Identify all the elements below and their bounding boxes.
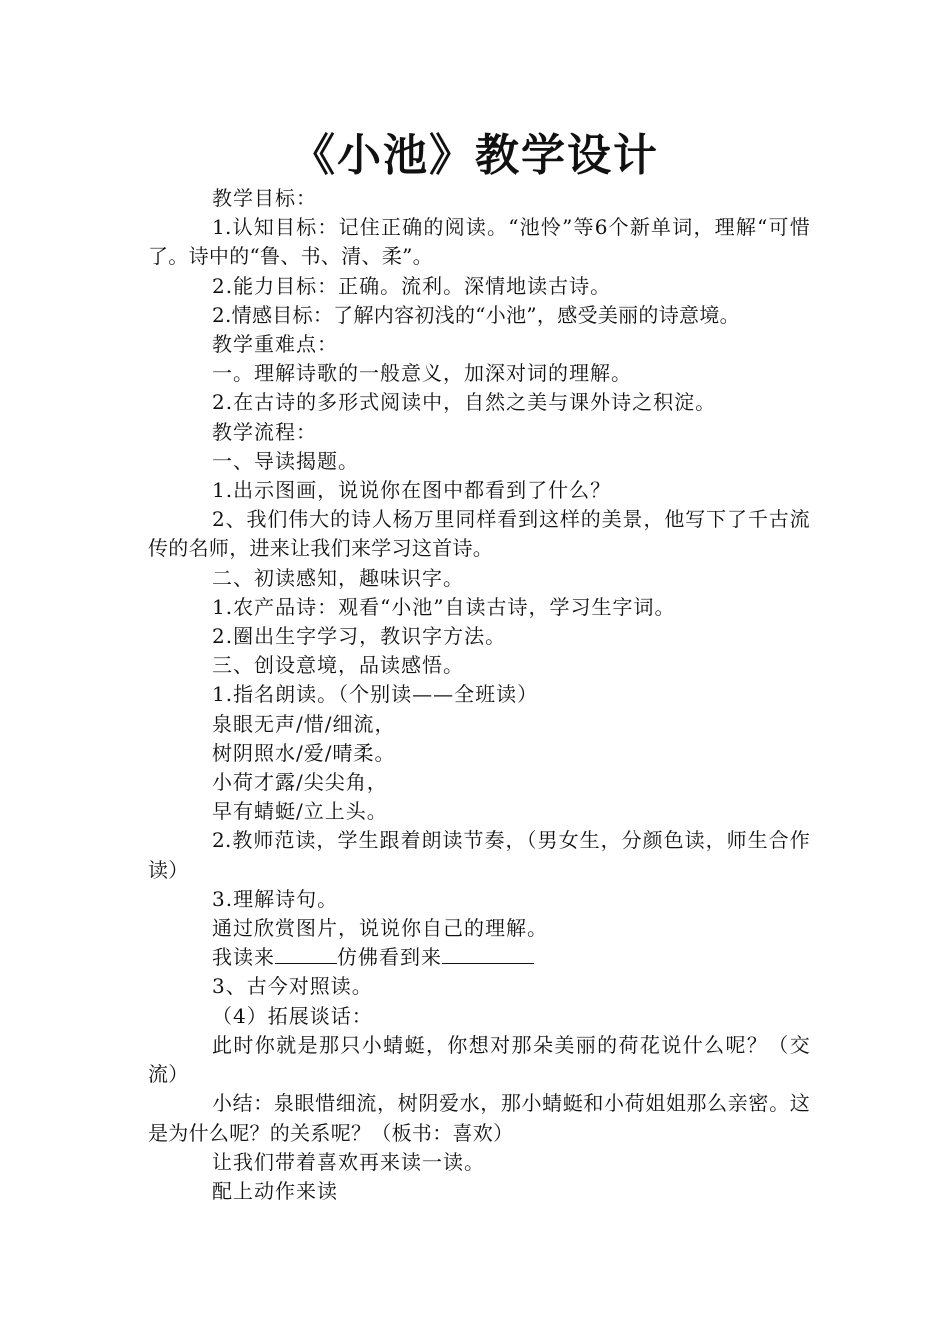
paragraph: 2.能力目标：正确。流利。深情地读古诗。 [212,273,612,298]
paragraph: 二、初读感知，趣味识字。 [212,565,464,590]
paragraph: 1.出示图画，说说你在图中都看到了什么？ [212,478,612,503]
blank-line [275,945,337,964]
paragraph: 3.理解诗句。 [212,886,339,911]
poem-line: 小荷才露/尖尖角， [212,770,388,795]
paragraph: 2、我们伟大的诗人杨万里同样看到这样的美景，他写下了千古流传的名师，进来让我们来学习这首诗。 [148,507,810,561]
paragraph: 三、创设意境，品读感悟。 [212,653,464,678]
paragraph: 小结：泉眼惜细流，树阴爱水，那小蜻蜓和小荷姐姐那么亲密。这是为什么呢？的关系呢？（板书：喜欢） [148,1091,810,1145]
paragraph: 教学目标： [212,186,317,210]
paragraph: 3、古今对照读。 [212,974,373,999]
paragraph: 通过欣赏图片，说说你自己的理解。 [212,916,548,941]
paragraph: 1.指名朗读。（个别读——全班读） [212,682,539,707]
document-title: 《小池》教学设计 [291,130,659,181]
paragraph: 此时你就是那只小蜻蜓，你想对那朵美丽的荷花说什么呢？（交流） [148,1032,810,1087]
poem-line: 树阴照水/爱/晴柔。 [212,740,396,765]
paragraph: 2.在古诗的多形式阅读中，自然之美与课外诗之积淀。 [212,390,717,415]
document-body [148,184,810,1206]
paragraph: 一、导读揭题。 [212,448,359,473]
fill-in-prefix: 我读来 [212,945,275,970]
paragraph: 教学流程： [212,419,317,444]
paragraph: 2.教师范读，学生跟着朗读节奏，（男女生，分颜色读，师生合作读） [148,828,810,882]
fill-in-middle: 仿佛看到来 [337,945,442,970]
paragraph: 一。理解诗歌的一般意义，加深对词的理解。 [212,361,632,386]
poem-line: 泉眼无声/惜/细流， [212,711,396,736]
paragraph: 配上动作来读 [212,1178,338,1203]
fill-in-line [148,943,810,972]
blank-line [442,945,534,964]
paragraph: 让我们带着喜欢再来读一读。 [212,1149,485,1174]
paragraph: 1.认知目标：记住正确的阅读。“池怜”等6个新单词，理解“可惜了。诗中的“鲁、书、清、柔”。 [148,215,810,269]
paragraph: 2.圈出生字学习，教识字方法。 [212,624,507,649]
poem-line: 早有蜻蜓/立上头。 [212,799,388,824]
paragraph: （4）拓展谈话： [212,1003,373,1028]
paragraph: 教学重难点： [212,332,338,357]
paragraph: 2.情感目标：了解内容初浅的“小池”，感受美丽的诗意境。 [212,302,740,327]
paragraph: 1.农产品诗：观看“小池”自读古诗，学习生字词。 [212,594,676,619]
